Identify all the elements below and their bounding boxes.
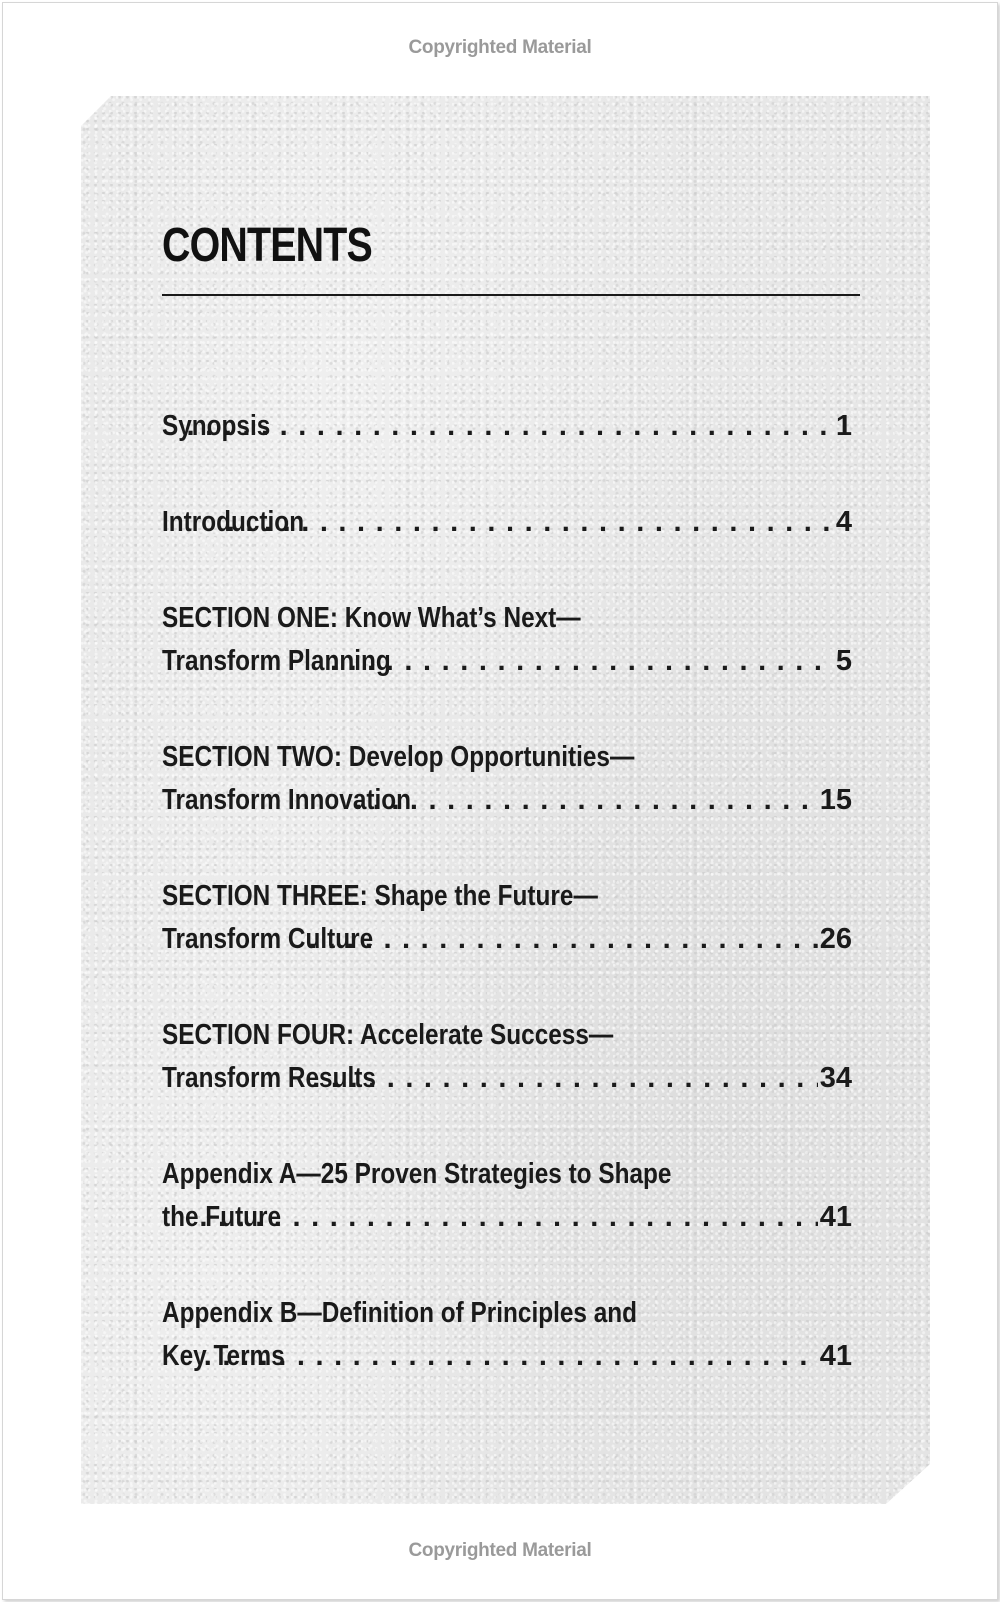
toc-entry-appendix-b[interactable] — [162, 1292, 852, 1378]
toc-entry-title-line1 — [162, 1292, 852, 1335]
toc-entry-subtitle: Transform Results — [162, 1062, 376, 1094]
toc-entry-subtitle: Transform Innovation — [162, 784, 412, 816]
toc-entry-title-line1 — [162, 597, 852, 640]
dot-leader — [181, 405, 834, 448]
toc-line — [162, 779, 852, 822]
toc-entry-title: Appendix A—25 Proven Strategies to Shape — [162, 1158, 672, 1190]
toc-entry-section-four[interactable] — [162, 1014, 852, 1100]
title-rule — [162, 294, 860, 296]
toc-line — [162, 1335, 852, 1378]
dot-leader — [193, 1196, 817, 1239]
toc-entry-subtitle: Key Terms — [162, 1340, 285, 1372]
dot-leader — [303, 918, 818, 961]
toc-line — [162, 1057, 852, 1100]
toc-page-number: 41 — [819, 1340, 852, 1372]
toc-entry-title-line1 — [162, 1014, 852, 1057]
toc-line — [162, 405, 852, 448]
toc-entry-introduction[interactable] — [162, 501, 852, 544]
toc-entry-title: SECTION TWO: Develop Opportunities— — [162, 741, 635, 773]
toc-entry-title: SECTION THREE: Shape the Future— — [162, 880, 598, 912]
toc-line — [162, 501, 852, 544]
toc-line — [162, 640, 852, 683]
dot-leader — [198, 1335, 818, 1378]
toc-page-number: 41 — [819, 1201, 852, 1233]
toc-line — [162, 1196, 852, 1239]
toc-entry-title-line1 — [162, 875, 852, 918]
copyright-footer: Copyrighted Material — [408, 1540, 592, 1561]
toc-entry-subtitle: the Future — [162, 1201, 282, 1233]
toc-page-number: 15 — [819, 784, 852, 816]
toc-entry-title: SECTION FOUR: Accelerate Success— — [162, 1019, 614, 1051]
table-of-contents — [162, 405, 852, 1378]
toc-entry-subtitle: Transform Planning — [162, 645, 391, 677]
toc-entry-title: Synopsis — [162, 410, 271, 442]
toc-page-number: 34 — [819, 1062, 852, 1094]
toc-entry-section-two[interactable] — [162, 736, 852, 822]
toc-entry-title: Appendix B—Definition of Principles and — [162, 1297, 638, 1329]
toc-entry-title-line1 — [162, 1153, 852, 1196]
dot-leader — [348, 779, 818, 822]
toc-entry-section-one[interactable] — [162, 597, 852, 683]
toc-entry-title: SECTION ONE: Know What’s Next— — [162, 602, 581, 634]
toc-entry-title-line1 — [162, 736, 852, 779]
toc-entry-section-three[interactable] — [162, 875, 852, 961]
dot-leader — [324, 640, 834, 683]
toc-page-number: 26 — [819, 923, 852, 955]
dot-leader — [221, 501, 834, 544]
toc-line — [162, 918, 852, 961]
toc-entry-appendix-a[interactable] — [162, 1153, 852, 1239]
toc-page-number: 5 — [835, 645, 852, 677]
toc-page-number: 4 — [835, 506, 852, 538]
toc-entry-title: Introduction — [162, 506, 305, 538]
toc-entry-subtitle: Transform Culture — [162, 923, 374, 955]
toc-entry-synopsis[interactable] — [162, 405, 852, 448]
contents-title: CONTENTS — [162, 219, 372, 272]
copyright-header: Copyrighted Material — [408, 37, 592, 58]
dot-leader — [306, 1057, 817, 1100]
toc-page-number: 1 — [835, 410, 852, 442]
